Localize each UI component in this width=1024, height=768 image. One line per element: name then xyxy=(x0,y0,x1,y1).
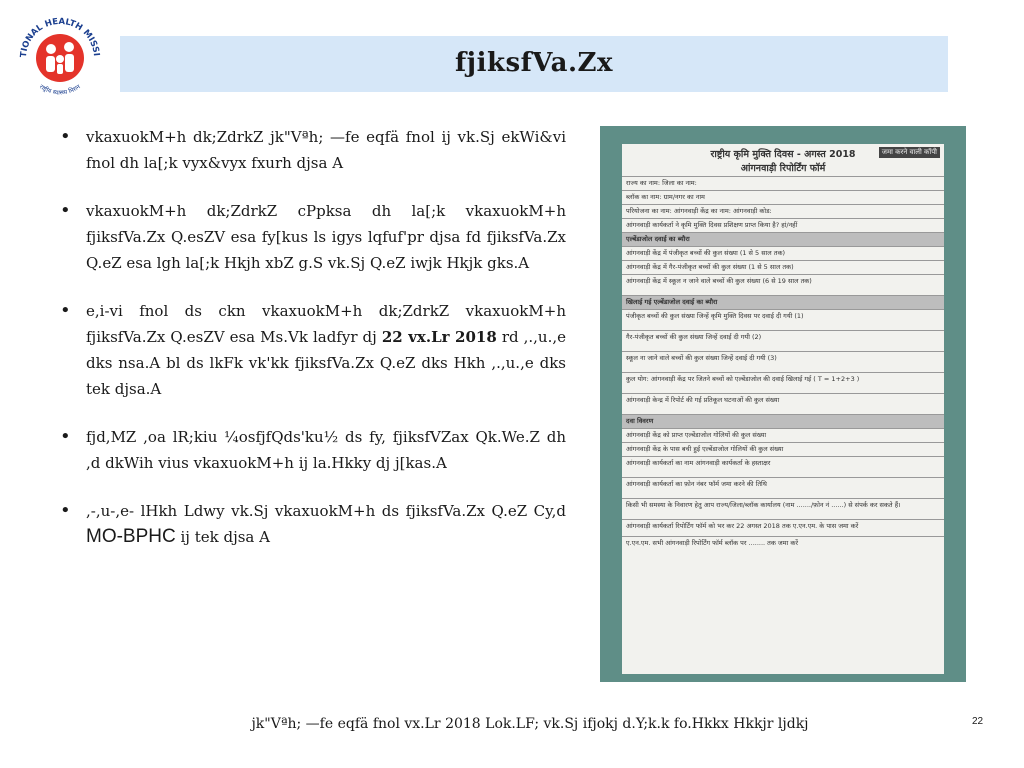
title-bar xyxy=(120,36,948,92)
reporting-form-image xyxy=(600,126,966,682)
bullet-mo-bphc: MO-BPHC xyxy=(86,526,176,547)
form-row: आंगनवाड़ी केंद्र को प्राप्त एल्बेंडाजोल गोलियों की कुल संख्या xyxy=(622,428,944,442)
form-row: पंजीकृत बच्चों की कुल संख्या जिन्हें कृमि मुक्ति दिवस पर दवाई दी गयी (1) xyxy=(622,309,944,330)
form-row: आंगनवाड़ी केंद्र में स्कूल न जाने वाले बच्चों की कुल संख्या (6 से 19 साल तक) xyxy=(622,274,944,295)
bullet-dot-icon: • xyxy=(60,126,71,147)
form-title-line-1: राष्ट्रीय कृमि मुक्ति दिवस - अगस्त 2018 xyxy=(710,149,856,160)
bullet-text: vkaxuokM+h dk;ZdrkZ cPpksa dh la[;k vkaxuokM+h fjiksfVa.Zx Q.esZV esa fy[kus ls igys lqfuf'pr djsa fd fjiksfVa.Zx Q.eZ esa lgh la[;k Hkjh xbZ g.S vk.Sj Q.eZ iwjk Hkjk gks.A xyxy=(86,202,566,272)
form-row: किसी भी समस्या के निवारण हेतु आप राज्य/जिला/ब्लॉक कार्यालय (नाम ......./फ़ोन नं ......) से संपर्क कर सकते हैं। xyxy=(622,498,944,519)
form-rows xyxy=(622,176,944,553)
page-number: 22 xyxy=(972,716,984,727)
form-row: ब्लॉक का नाम: ग्राम/नगर का नाम xyxy=(622,190,944,204)
page-title: fjiksfVa.Zx xyxy=(455,48,613,78)
bullet-item-2 xyxy=(58,198,566,276)
form-paper xyxy=(622,144,944,674)
form-row: आंगनवाड़ी कार्यकर्ता ने कृमि मुक्ति दिवस प्रशिक्षण प्राप्त किया है? हां/नहीं xyxy=(622,218,944,232)
bullet-text: vkaxuokM+h dk;ZdrkZ jk"Vªh; —fe eqfä fnol ij vk.Sj ekWi&vi fnol dh la[;k vyx&vyx fxurh djsa A xyxy=(86,128,566,172)
form-row: आंगनवाड़ी कार्यकर्ता का फ़ोन नंबर फॉर्म जमा करने की तिथि xyxy=(622,477,944,498)
logo-bottom-text: राष्ट्रीय स्वास्थ्य मिशन xyxy=(38,83,82,97)
form-row: आंगनवाड़ी केंद्र में गैर-पंजीकृत बच्चों की कुल संख्या (1 से 5 साल तक) xyxy=(622,260,944,274)
form-tag: जमा करने वाली कॉपी xyxy=(879,147,940,158)
bullet-list xyxy=(58,124,566,572)
bullet-item-4 xyxy=(58,424,566,476)
form-section-header: एल्बेंडाजोल दवाई का ब्यौरा xyxy=(622,232,944,246)
bullet-dot-icon: • xyxy=(60,500,71,521)
footer-text: jk"Vªh; —fe eqfä fnol vx.Lr 2018 Lok.LF; vk.Sj ifjokj d.Y;k.k fo.Hkkx Hkkjr ljdkj xyxy=(251,716,809,732)
form-title-line-2: आंगनवाड़ी रिपोर्टिंग फॉर्म xyxy=(740,163,826,174)
bullet-item-5 xyxy=(58,498,566,550)
form-row: आंगनवाड़ी कार्यकर्ता का नाम आंगनवाड़ी कार्यकर्ता के हस्ताक्षर xyxy=(622,456,944,477)
bullet-date: 22 vx.Lr 2018 xyxy=(381,328,497,346)
form-row: कुल योग: आंगनवाड़ी केंद्र पर जितने बच्चों को एल्बेंडाजोल की दवाई खिलाई गई ( T = 1+2+3 ) xyxy=(622,372,944,393)
bullet-dot-icon: • xyxy=(60,426,71,447)
logo-top-text: TIONAL HEALTH MISSI xyxy=(18,16,101,58)
form-row: स्कूल ना जाने वाले बच्चों की कुल संख्या जिन्हें दवाई दी गयी (3) xyxy=(622,351,944,372)
form-row: ए.एन.एम. सभी आंगनवाड़ी रिपोर्टिंग फॉर्म ब्लॉक पर ........ तक जमा करें xyxy=(622,536,944,553)
form-row: आंगनवाड़ी केंद्र के पास बची हुई एल्बेंडाजोल गोलियों की कुल संख्या xyxy=(622,442,944,456)
bullet-text: e,i-vi fnol ds ckn vkaxuokM+h dk;ZdrkZ vkaxuokM+h fjiksfVa.Zx Q.esZV esa Ms.Vk ladfyr dj xyxy=(86,302,566,346)
bullet-dot-icon: • xyxy=(60,200,71,221)
bullet-text: fjd,MZ ,oa lR;kiu ¼osfjfQds'ku½ ds fy, fjiksfVZax Qk.We.Z dh ,d dkWih vius vkaxuokM+h ij la.Hkky dj j[kas.A xyxy=(86,428,566,472)
form-row: आंगनवाड़ी कार्यकर्ता रिपोर्टिंग फॉर्म को भर कर 22 अगस्त 2018 तक ए.एन.एम. के पास जमा करें xyxy=(622,519,944,536)
bullet-text: ,-,u-,e- lHkh Ldwy vk.Sj vkaxuokM+h ds fjiksfVa.Zx Q.eZ Cy,d xyxy=(86,502,566,520)
form-section-header: खिलाई गई एल्बेंडाजोल दवाई का ब्यौरा xyxy=(622,295,944,309)
form-row: राज्य का नाम: जिला का नाम: xyxy=(622,176,944,190)
bullet-dot-icon: • xyxy=(60,300,71,321)
form-row: गैर-पंजीकृत बच्चों की कुल संख्या जिन्हें दवाई दी गयी (2) xyxy=(622,330,944,351)
form-row: आंगनवाड़ी केन्द्र में रिपोर्ट की गई प्रतिकूल घटनाओं की कुल संख्या xyxy=(622,393,944,414)
bullet-item-3 xyxy=(58,298,566,402)
form-row: परियोजना का नाम: आंगनवाड़ी केंद्र का नाम: आंगनवाड़ी कोड: xyxy=(622,204,944,218)
nhm-logo xyxy=(14,12,106,104)
bullet-text-end: ij tek djsa A xyxy=(175,528,270,546)
bullet-item-1 xyxy=(58,124,566,176)
form-row: आंगनवाड़ी केंद्र में पंजीकृत बच्चों की कुल संख्या (1 से 5 साल तक) xyxy=(622,246,944,260)
form-section-header: दवा विवरण xyxy=(622,414,944,428)
svg-text:राष्ट्रीय स्वास्थ्य मिशन xyxy=(38,83,82,97)
bullet-text-end: rd ,.,u.,e dks nsa.A bl ds lkFk vk'kk fjiksfVa.Zx Q.eZ dks Hkh ,.,u.,e dks tek djsa.A xyxy=(86,328,567,398)
